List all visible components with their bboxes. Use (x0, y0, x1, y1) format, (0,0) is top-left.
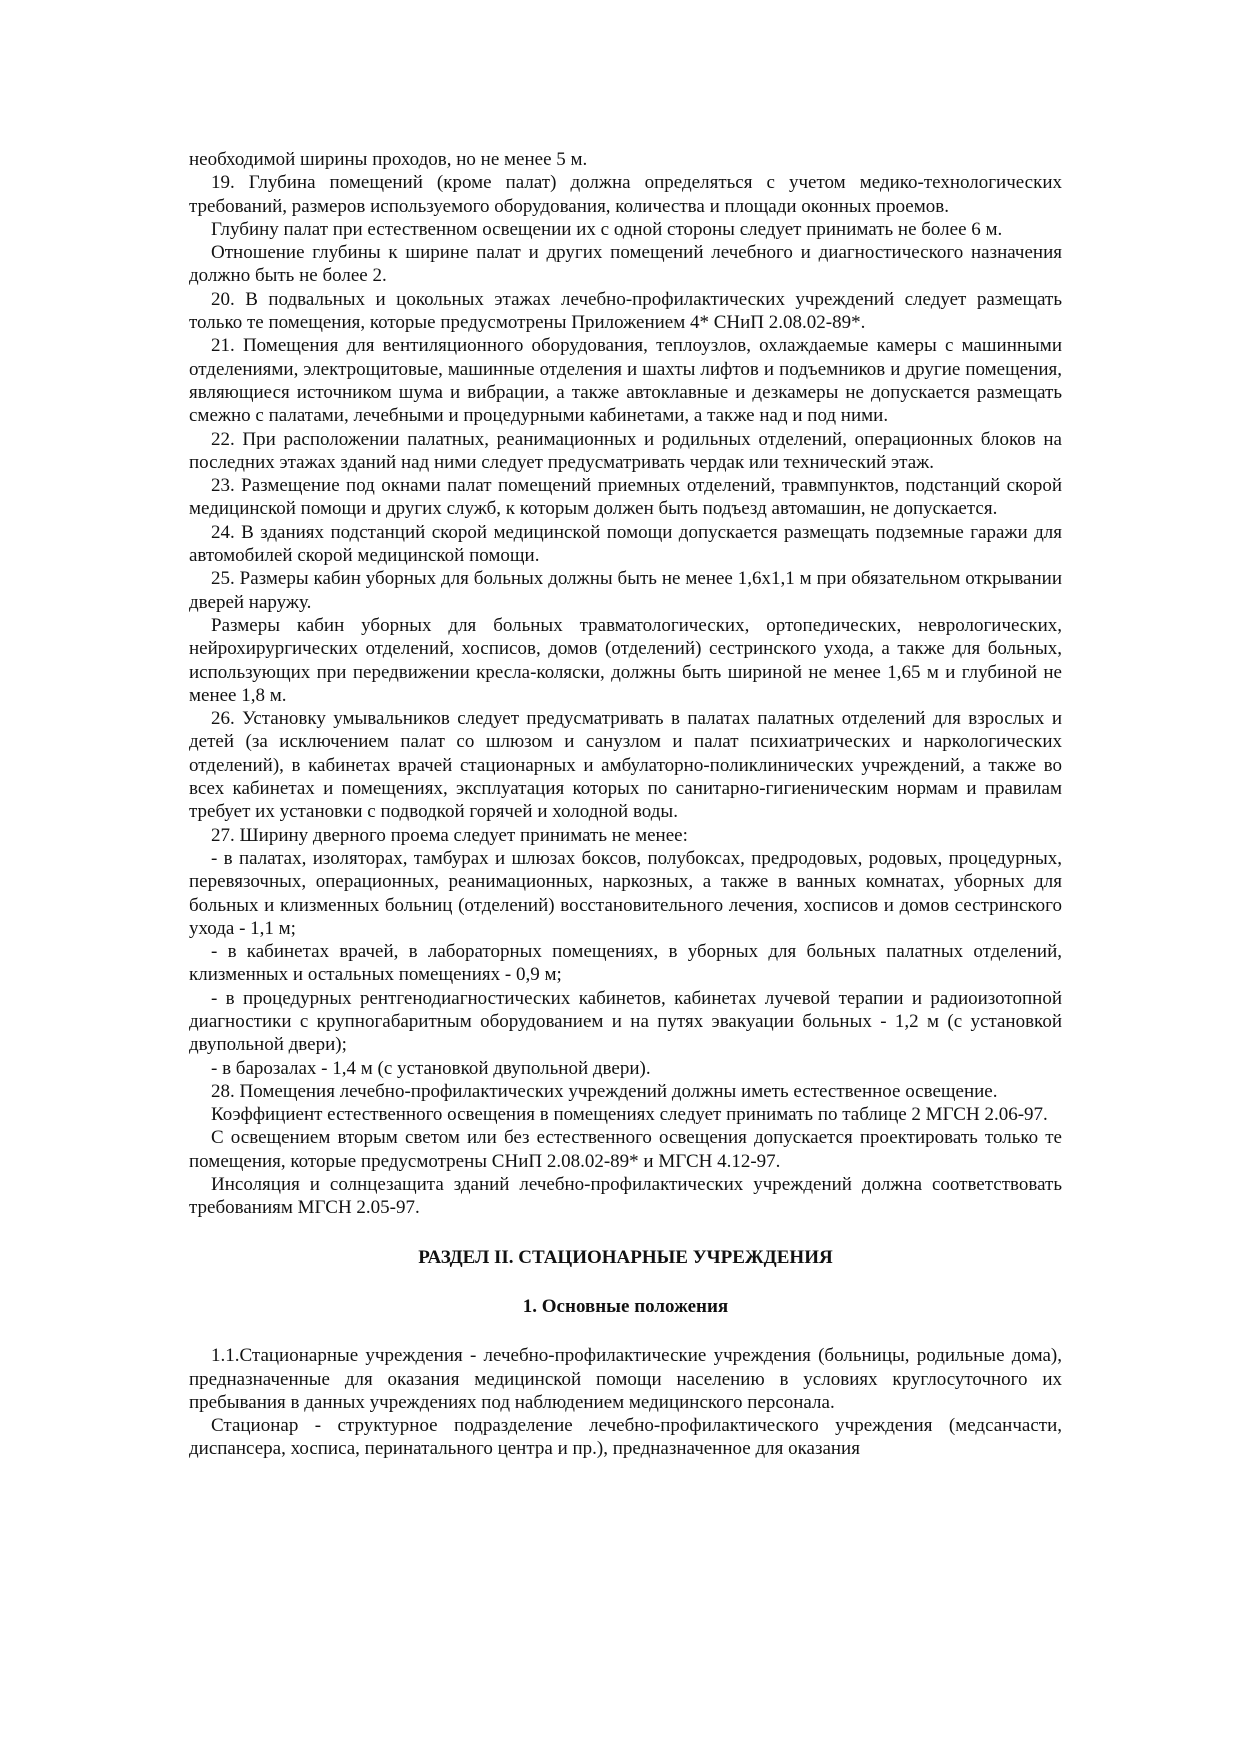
paragraph: 1.1.Стационарные учреждения - лечебно-профилактические учреждения (больницы, родильные дома), предназначенные для оказания медицинской помощи населению в условиях круглосуточного их пребывания в данных учреждениях под наблюдением медицинского персонала. (189, 1345, 1062, 1413)
paragraph: 24. В зданиях подстанций скорой медицинской помощи допускается размещать подземные гаражи для автомобилей скорой медицинской помощи. (189, 521, 1062, 567)
paragraph: 22. При расположении палатных, реанимационных и родильных отделений, операционных блоков на последних этажах зданий над ними следует предусматривать чердак или технический этаж. (189, 428, 1062, 473)
document-page (189, 148, 1062, 1461)
list-item: - в кабинетах врачей, в лабораторных помещениях, в уборных для больных палатных отделений, клизменных и остальных помещениях - 0,9 м; (189, 941, 1062, 986)
paragraph: Коэффициент естественного освещения в помещениях следует принимать по таблице 2 МГСН 2.06-97. (211, 1104, 1048, 1126)
paragraph: 28. Помещения лечебно-профилактических учреждений должны иметь естественное освещение. (211, 1080, 998, 1102)
paragraph: необходимой ширины проходов, но не менее 5 м. (189, 149, 588, 170)
paragraph: Стационар - структурное подразделение лечебно-профилактического учреждения (медсанчасти, диспансера, хосписа, перинатального центра и пр.), предназначенное для оказания (189, 1415, 1062, 1460)
paragraph: 26. Установку умывальников следует предусматривать в палатах палатных отделений для взрослых и детей (за исключением палат со шлюзом и санузлом и палат психиатрических и наркологических отделений), в кабинетах врачей стационарных и амбулаторно-поликлинических учреждений, а также во всех кабинетах и помещениях, эксплуатация которых по санитарно-гигиеническим нормам и правилам требует их установки с подводкой горячей и холодной воды. (189, 708, 1062, 823)
paragraph: 27. Ширину дверного проема следует принимать не менее: (211, 824, 688, 846)
paragraph: Отношение глубины к ширине палат и других помещений лечебного и диагностического назначения должно быть не более 2. (189, 242, 1062, 287)
paragraph: Инсоляция и солнцезащита зданий лечебно-профилактических учреждений должна соответствовать требованиям МГСН 2.05-97. (189, 1174, 1062, 1219)
subsection-heading: 1. Основные положения (522, 1295, 729, 1317)
paragraph: С освещением вторым светом или без естественного освещения допускается проектировать только те помещения, которые предусмотрены СНиП 2.08.02-89* и МГСН 4.12-97. (189, 1127, 1062, 1172)
paragraph: Глубину палат при естественном освещении их с одной стороны следует принимать не более 6 м. (211, 218, 1003, 240)
paragraph: Размеры кабин уборных для больных травматологических, ортопедических, неврологических, нейрохирургических отделений, хосписов, домов (отделений) сестринского ухода, а также для больных, использующих при передвижении кресла-коляски, должны быть шириной не менее 1,65 м и глубиной не менее 1,8 м. (189, 614, 1062, 706)
list-item: - в палатах, изоляторах, тамбурах и шлюзах боксов, полубоксах, предродовых, родовых, процедурных, перевязочных, операционных, реанимационных, наркозных, а также в ванных комнатах, уборных для больных и клизменных больниц (отделений) восстановительного лечения, хосписов и домов сестринского ухода - 1,1 м; (189, 847, 1062, 939)
paragraph: 19. Глубина помещений (кроме палат) должна определяться с учетом медико-технологических требований, размеров используемого оборудования, количества и площади оконных проемов. (189, 172, 1062, 217)
paragraph: 23. Размещение под окнами палат помещений приемных отделений, травмпунктов, подстанций скорой медицинской помощи и других служб, к которым должен быть подъезд автомашин, не допускается. (189, 475, 1062, 520)
section-heading: РАЗДЕЛ II. СТАЦИОНАРНЫЕ УЧРЕЖДЕНИЯ (418, 1246, 833, 1268)
paragraph: 21. Помещения для вентиляционного оборудования, теплоузлов, охлаждаемые камеры с машинными отделениями, электрощитовые, машинные отделения и шахты лифтов и подъемников и другие помещения, являющиеся источником шума и вибрации, а также автоклавные и дезкамеры не допускается размещать смежно с палатами, лечебными и процедурными кабинетами, а также над и под ними. (189, 335, 1062, 427)
list-item: - в процедурных рентгенодиагностических кабинетов, кабинетах лучевой терапии и радиоизотопной диагностики с крупногабаритным оборудованием и на путях эвакуации больных - 1,2 м (с установкой двупольной двери); (189, 987, 1062, 1056)
list-item: - в барозалах - 1,4 м (с установкой двупольной двери). (211, 1057, 651, 1079)
paragraph: 20. В подвальных и цокольных этажах лечебно-профилактических учреждений следует размещать только те помещения, которые предусмотрены Приложением 4* СНиП 2.08.02-89*. (189, 288, 1062, 334)
paragraph: 25. Размеры кабин уборных для больных должны быть не менее 1,6х1,1 м при обязательном открывании дверей наружу. (189, 568, 1062, 613)
